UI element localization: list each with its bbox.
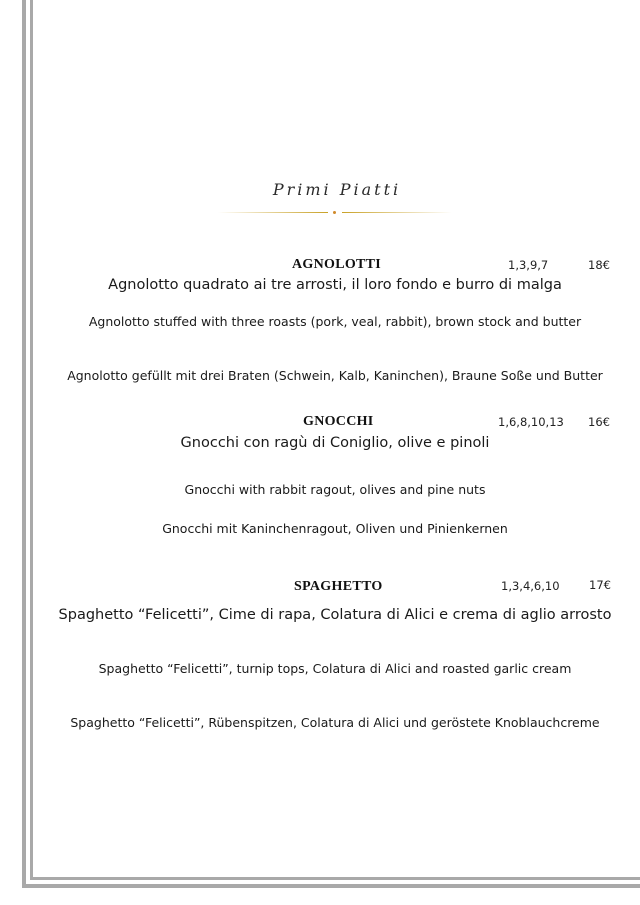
dish-description-italian-gnocchi: Gnocchi con ragù di Coniglio, olive e pinoli [180, 435, 490, 451]
dish-name-spaghetto: SPAGHETTO [294, 579, 383, 594]
dish-description-italian-agnolotti: Agnolotto quadrato ai tre arrosti, il loro fondo e burro di malga [108, 277, 562, 293]
gold-divider [218, 210, 452, 216]
dish-name-gnocchi: GNOCCHI [303, 414, 374, 429]
dish-description-english-agnolotti: Agnolotto stuffed with three roasts (pork, veal, rabbit), brown stock and butter [88, 314, 582, 329]
dish-price-spaghetto: 17€ [589, 578, 611, 592]
dish-description-german-spaghetto: Spaghetto “Felicetti”, Rübenspitzen, Colatura di Alici und geröstete Knoblauchcreme [70, 715, 600, 730]
dish-allergens-spaghetto: 1,3,4,6,10 [501, 579, 560, 593]
divider-dot [333, 211, 336, 214]
dish-description-english-spaghetto: Spaghetto “Felicetti”, turnip tops, Colatura di Alici and roasted garlic cream [98, 661, 572, 676]
dish-allergens-agnolotti: 1,3,9,7 [508, 258, 549, 272]
section-title: Primi Piatti [272, 180, 402, 199]
dish-price-gnocchi: 16€ [588, 415, 610, 429]
dish-description-german-gnocchi: Gnocchi mit Kaninchenragout, Oliven und Pinienkernen [162, 521, 508, 536]
dish-description-english-gnocchi: Gnocchi with rabbit ragout, olives and pine nuts [184, 482, 486, 497]
dish-price-agnolotti: 18€ [588, 258, 610, 272]
divider-line-right [342, 212, 452, 213]
divider-line-left [218, 212, 328, 213]
dish-allergens-gnocchi: 1,6,8,10,13 [498, 415, 564, 429]
dish-description-italian-spaghetto: Spaghetto “Felicetti”, Cime di rapa, Colatura di Alici e crema di aglio arrosto [58, 607, 612, 623]
dish-description-german-agnolotti: Agnolotto gefüllt mit drei Braten (Schwein, Kalb, Kaninchen), Braune Soße und Butter [67, 368, 603, 383]
dish-name-agnolotti: AGNOLOTTI [292, 257, 382, 272]
